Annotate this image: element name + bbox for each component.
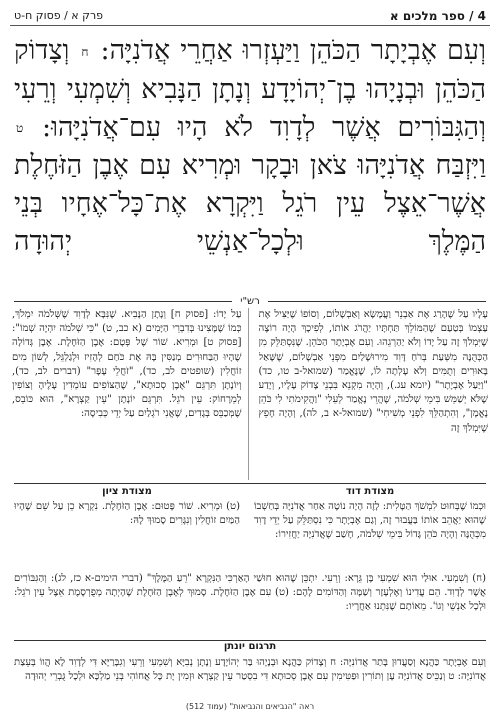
metzudat-zion-title: מצודת ציון [102, 486, 152, 497]
targum-text: וְעִם אֶבְיָתָר כַּהֲנָא וְסַעֲדוּן בָּתַר אֲדוֹנִיָּה: ח וְצָדוֹק כַּהֲנָא וּבְנָיָהוּ בַּר יְהוֹיָדָע וְנָתָן נְבִיָּא וְשִׁמְעִי וְרֵעִי וְגִבָּרַיָּא דִּי לְדָוִד לָא הֲווֹ בְּעֵצַת אֲדוֹנִיָּה: ט וְנַכֵּיס אֲדוֹנִיָּה עָן וְתוֹרִין וּפַטִּימִין עִם אֶבֶן סְכוּתָא דִּי בִסְטַר עֵין קַצְרָא וּזְמִין יָת כָּל אֲחוֹהִי בְּנֵי מַלְכָּא וּלְכָל גֻּבְרֵי יְהוּדָה [14, 657, 486, 682]
verse-number-9: ט [16, 121, 24, 135]
verse-8: וְצָדוֹק הַכֹּהֵן וּבְנָיָהוּ בֶן־יְהוֹיָדָע וְנָתָן הַנָּבִיא וְשִׁמְעִי וְרֵעִי וְהַגִּבּוֹרִים אֲשֶׁר לְדָוִד לֹא הָיוּ עִם־אֲדֹנִיָּהוּ: [14, 35, 486, 143]
rashi-col-left: עַל יָדוֹ: [פסוק ח] וְנָתָן הַנָּבִיא. שֶׁנִּבָּא לְדָוִד שֶׁשְּׁלֹמֹה יִמְלֹךְ, כְּמוֹ שֶׁמָּצִינוּ בְּדִבְרֵי הַיָּמִים (א כב, ט) "כִּי שְׁלֹמֹה יִהְיֶה שְׁמוֹ": [פסוק ט] וּמְרִיא. שׁוֹר שֶׁל פְּטָם: אֶבֶן הַזֹּחֶלֶת. אֶבֶן גְּדוֹלָה שֶׁהָיוּ הַבַּחוּרִים מְנַסִּין בָּהּ אֶת כֹּחַם לְהָזִיז וּלְגַלְגֵּל, לְשׁוֹן מִים זוֹחֲלִין (שופטים לב, כד), "זֹחֲלֵי עָפָר" (דברים לב, כד), וְיוֹנָתָן תִּרְגֵּם "אֶבֶן סְכוּתָא", שֶׁהַצּוֹפִים עוֹמְדִין עָלֶיהָ וְצוֹפִין לְמֵרָחוֹק: עֵין רֹגֵל. תִּרְגֵּם יוֹנָתָן "עֵין קַצְרָא", הוּא כּוֹבֵס, שֶׁמְּכַבֵּס בְּגָדִים, שֶׁאֲנִי רֹגְלַיִם עַל יְדֵי כְּבִיסָה: [12, 308, 249, 480]
verse-text-block [14, 32, 486, 297]
chapter-verse-label: פרק א / פסוק ח-ט [14, 9, 104, 22]
page-header [10, 6, 490, 26]
rashi-title: רש"י [232, 296, 268, 307]
book-title: 4 / ספר מלכים א [389, 8, 486, 23]
rashi-commentary [12, 308, 488, 480]
verse-number-8: ח [81, 44, 89, 59]
metzudat-david-continued: (ח) וְשִׁמְעִי. אוּלַי הוּא שִׁמְעִי בֶּן גֵּרָא: וְרֵעִי. יִתְכֵּן שֶׁהוּא חוּשַׁי הָאַרְכִּי הַנִּקְרָא "רֵעַ הַמֶּלֶךְ" (דברי הימים-א כז, לג): וְהַגִּבּוֹרִים אֲשֶׁר לְדָוִד. הֵם עֲדִינוֹ וְאֶלְעָזָר וְשַׁמָּה וְהַדּוֹמִים לָהֶם: (ט) עִם אֶבֶן הַזֹּחֶלֶת. סָמוּךְ לְאֶבֶן הַזֹּחֶלֶת שֶׁהָיְתָה מְפֻרְסֶמֶת אֵצֶל עֵין רֹגֵל: וּלְכָל אַנְשֵׁי וְגוֹ'. מֵאוֹתָם שֶׁנִּתְנוּ אַחֲרָיו: [14, 573, 486, 612]
verse-7-tail: וְעִם אֶבְיָתָר הַכֹּהֵן וַיַּעְזְרוּ אַחֲרֵי אֲדֹנִיָּה: [100, 35, 486, 66]
metzudat-david-title: מצודת דוד [345, 486, 395, 497]
metzudat-zion-text: (ט) וּמְרִיא. שׁוֹר פָּטוּם: אֶבֶן הַזֹּחֶלֶת. נִקְרָא כֵן עַל שֵׁם שֶׁהָיוּ הַמַּיִם זוֹחֲלִין וְנִגָּרִים סָמוּךְ לָהּ: [14, 501, 240, 526]
footer-note: ראה "הנביאים והנביאות" (עמוד 512) [185, 702, 315, 711]
rashi-col-right: עָלָיו עַל שֶׁהָרַג אֶת אַבְנֵר וַעֲמָשָׂא וְאַבְשָׁלוֹם, וְסוֹפוֹ שֶׁיַּצִּיל אֶת עַצְמוֹ בְּטַעַם שֶׁהַמּוֹלֵךְ תַּחְתָּיו יַהֲרֹג אוֹתוֹ, לְפִיכָךְ הָיָה רוֹצֶה שֶׁיִּמְלֹךְ זֶה עַל יָדוֹ וְלֹא יַהַרְגֵהוּ. וְעִם אֶבְיָתָר הַכֹּהֵן. שֶׁנִּסְתַּלֵּק מִן הַכְּהֻנָּה מִשְּׁעַת בְּרֹחַ דָּוִד מִירוּשָׁלַיִם מִפְּנֵי אַבְשָׁלוֹם, שֶׁשָּׁאַל בָּאוּרִים וְתֻמִּים וְלֹא עָלְתָה לוֹ, שֶׁנֶּאֱמַר (שמואל-ב טו, כד) "וַיַּעַל אֶבְיָתָר" (יומא עג.), וְהָיָה מִקְנֵא בִּבְנֵי צָדוֹק עָלָיו, וְיָדַע שֶׁלֹּא יְשַׁמֵּשׁ בִּימֵי שְׁלֹמֹה, שֶׁהֲרֵי נֶאֱמַר לְעֵלִי "וַהֲקִימֹתִי לִי כֹּהֵן נֶאֱמָן", וְהִתְהַלֵּךְ לִפְנֵי מְשִׁיחִי" (שמואל-א ב, לה), וְהָיָה חָפֵץ שֶׁיִּמְלֹךְ זֶה [258, 309, 488, 434]
verse-9: וַיִּזְבַּח אֲדֹנִיָּהוּ צֹאן וּבָקָר וּמְרִיא עִם אֶבֶן הַזֹּחֶלֶת אֲשֶׁר־אֵצֶל עֵין רֹגֵל וַיִּקְרָא אֶת־כָּל־אֶחָיו בְּנֵי הַמֶּלֶךְ וּלְכָל־אַנְשֵׁי יְהוּדָה [14, 150, 486, 257]
rashi-heading [0, 296, 500, 307]
section-divider [14, 483, 486, 484]
metzudat-david-text: וּכְמוֹ שֶׁבְּחוּט לִמְשֹׁךְ הַטָּלִית: לָזֶה הָיָה נוֹטֶה אַחַר אֲדֹנִיָּה בְּחַשְׁבוֹ שֶׁהוּא יַאֲהֵב אוֹתוֹ בַּעֲבוּר זֶה, וְגַם אֶבְיָתָר כִּי נִסְתַּלֵּק עַל יְדֵי דָוִד מִכְּהֻנָּה וְהָיָה כֹּהֵן גָּדוֹל בִּימֵי שְׁלֹמֹה, חָשַׁב שֶׁאֲדֹנִיָּה יַחֲזִירוֹ: [254, 501, 486, 540]
targum-title: תרגום יונתן [223, 641, 277, 652]
